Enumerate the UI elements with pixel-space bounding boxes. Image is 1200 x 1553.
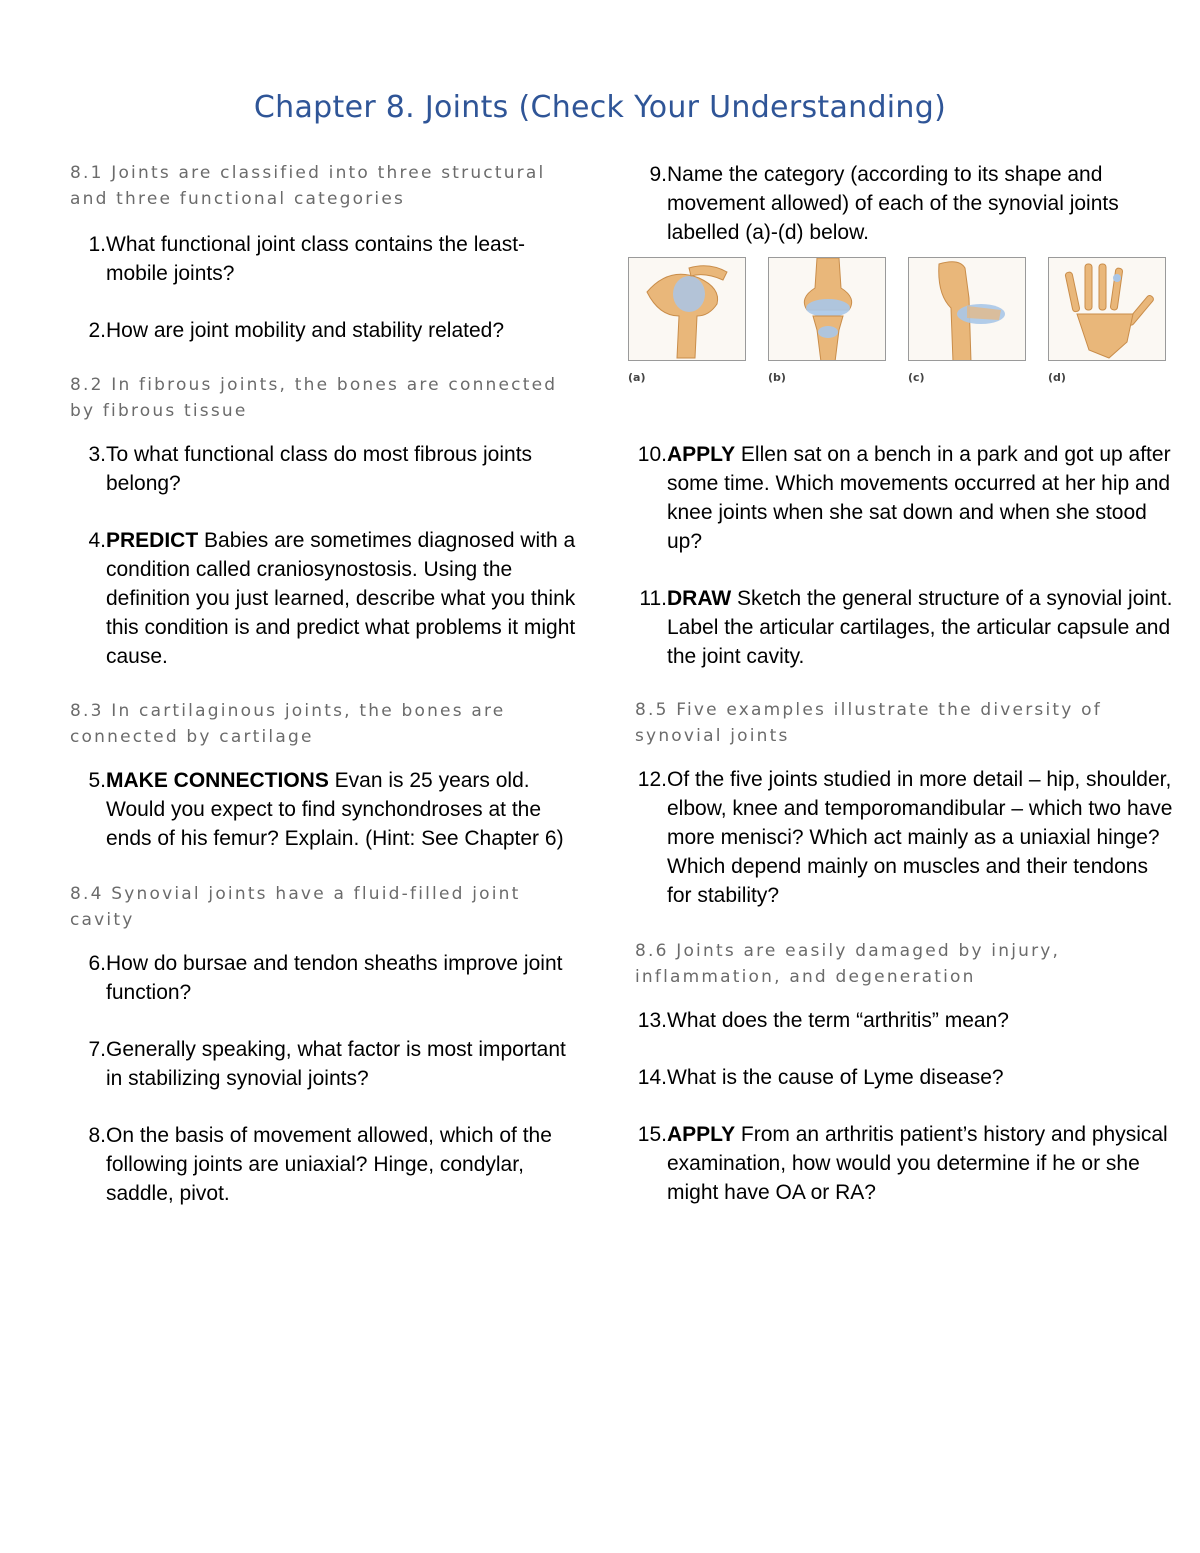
question-10: 10. APPLY Ellen sat on a bench in a park and got up after some time. Which movements occurred at her hip and knee joints when she sat down and when she stood up? [637,443,1171,553]
keyword-make-connections: MAKE CONNECTIONS [106,769,329,792]
question-14: 14. What is the cause of Lyme disease? [637,1066,1004,1089]
figure-label-d: (d) [1048,371,1066,384]
question-2: 2. How are joint mobility and stability related? [88,319,505,342]
figure-a [628,257,746,384]
page-title: Chapter 8. Joints (Check Your Understanding) [253,90,947,125]
keyword-apply: APPLY [667,443,736,466]
right-column [628,160,1175,1207]
figure-b [768,257,886,384]
section-heading-8-4: 8.4 Synovial joints have a fluid-filled joint cavity [70,884,521,930]
section-heading-8-5: 8.5 Five examples illustrate the diversity of synovial joints [635,700,1102,746]
keyword-predict: PREDICT [106,529,199,552]
joint-figures [628,257,1175,384]
question-5: 5. MAKE CONNECTIONS Evan is 25 years old. Would you expect to find synchondroses at the ends of his femur? Explain. (Hint: See Chapter 6) [88,769,564,850]
left-column [70,160,580,1208]
question-8: 8. On the basis of movement allowed, which of the following joints are uniaxial? Hinge, condylar, saddle, pivot. [88,1124,552,1205]
question-15: 15. APPLY From an arthritis patient’s history and physical examination, how would you determine if he or she might have OA or RA? [637,1123,1168,1204]
question-1: 1. What functional joint class contains the least-mobile joints? [88,233,526,285]
keyword-draw: DRAW [667,587,732,610]
question-13: 13. What does the term “arthritis” mean? [637,1009,1009,1032]
figure-d [1048,257,1166,384]
elbow-joint-illustration [768,257,886,361]
shoulder-joint-illustration [628,257,746,361]
section-heading-8-2: 8.2 In fibrous joints, the bones are connected by fibrous tissue [70,375,558,421]
figure-label-c: (c) [908,371,925,384]
question-11: 11. DRAW Sketch the general structure of a synovial joint. Label the articular cartilages, the articular capsule and the joint cavity. [639,587,1173,668]
hand-joint-illustration [1048,257,1166,361]
figure-label-b: (b) [768,371,786,384]
question-12: 12. Of the five joints studied in more detail – hip, shoulder, elbow, knee and temporomandibular – which two have more menisci? Which act mainly as a uniaxial hinge? Which depend mainly on muscles and their tendons for stability? [637,768,1173,907]
figure-label-a: (a) [628,371,646,384]
figure-c [908,257,1026,384]
question-4: 4. PREDICT Babies are sometimes diagnosed with a condition called craniosynostosis. Using the definition you just learned, describe what you think this condition is and predict what problems it might cause. [88,529,576,668]
question-6: 6. How do bursae and tendon sheaths improve joint function? [88,952,563,1004]
question-7: 7. Generally speaking, what factor is most important in stabilizing synovial joints? [88,1038,566,1090]
keyword-apply-2: APPLY [667,1123,736,1146]
question-9: 9. Name the category (according to its shape and movement allowed) of each of the synovial joints labelled (a)-(d) below. [649,163,1119,244]
question-3: 3. To what functional class do most fibrous joints belong? [88,443,533,495]
radioulnar-joint-illustration [908,257,1026,361]
section-heading-8-3: 8.3 In cartilaginous joints, the bones are connected by cartilage [70,701,506,747]
section-heading-8-6: 8.6 Joints are easily damaged by injury, inflammation, and degeneration [635,941,1061,987]
section-heading-8-1: 8.1 Joints are classified into three structural and three functional categories [70,163,546,209]
